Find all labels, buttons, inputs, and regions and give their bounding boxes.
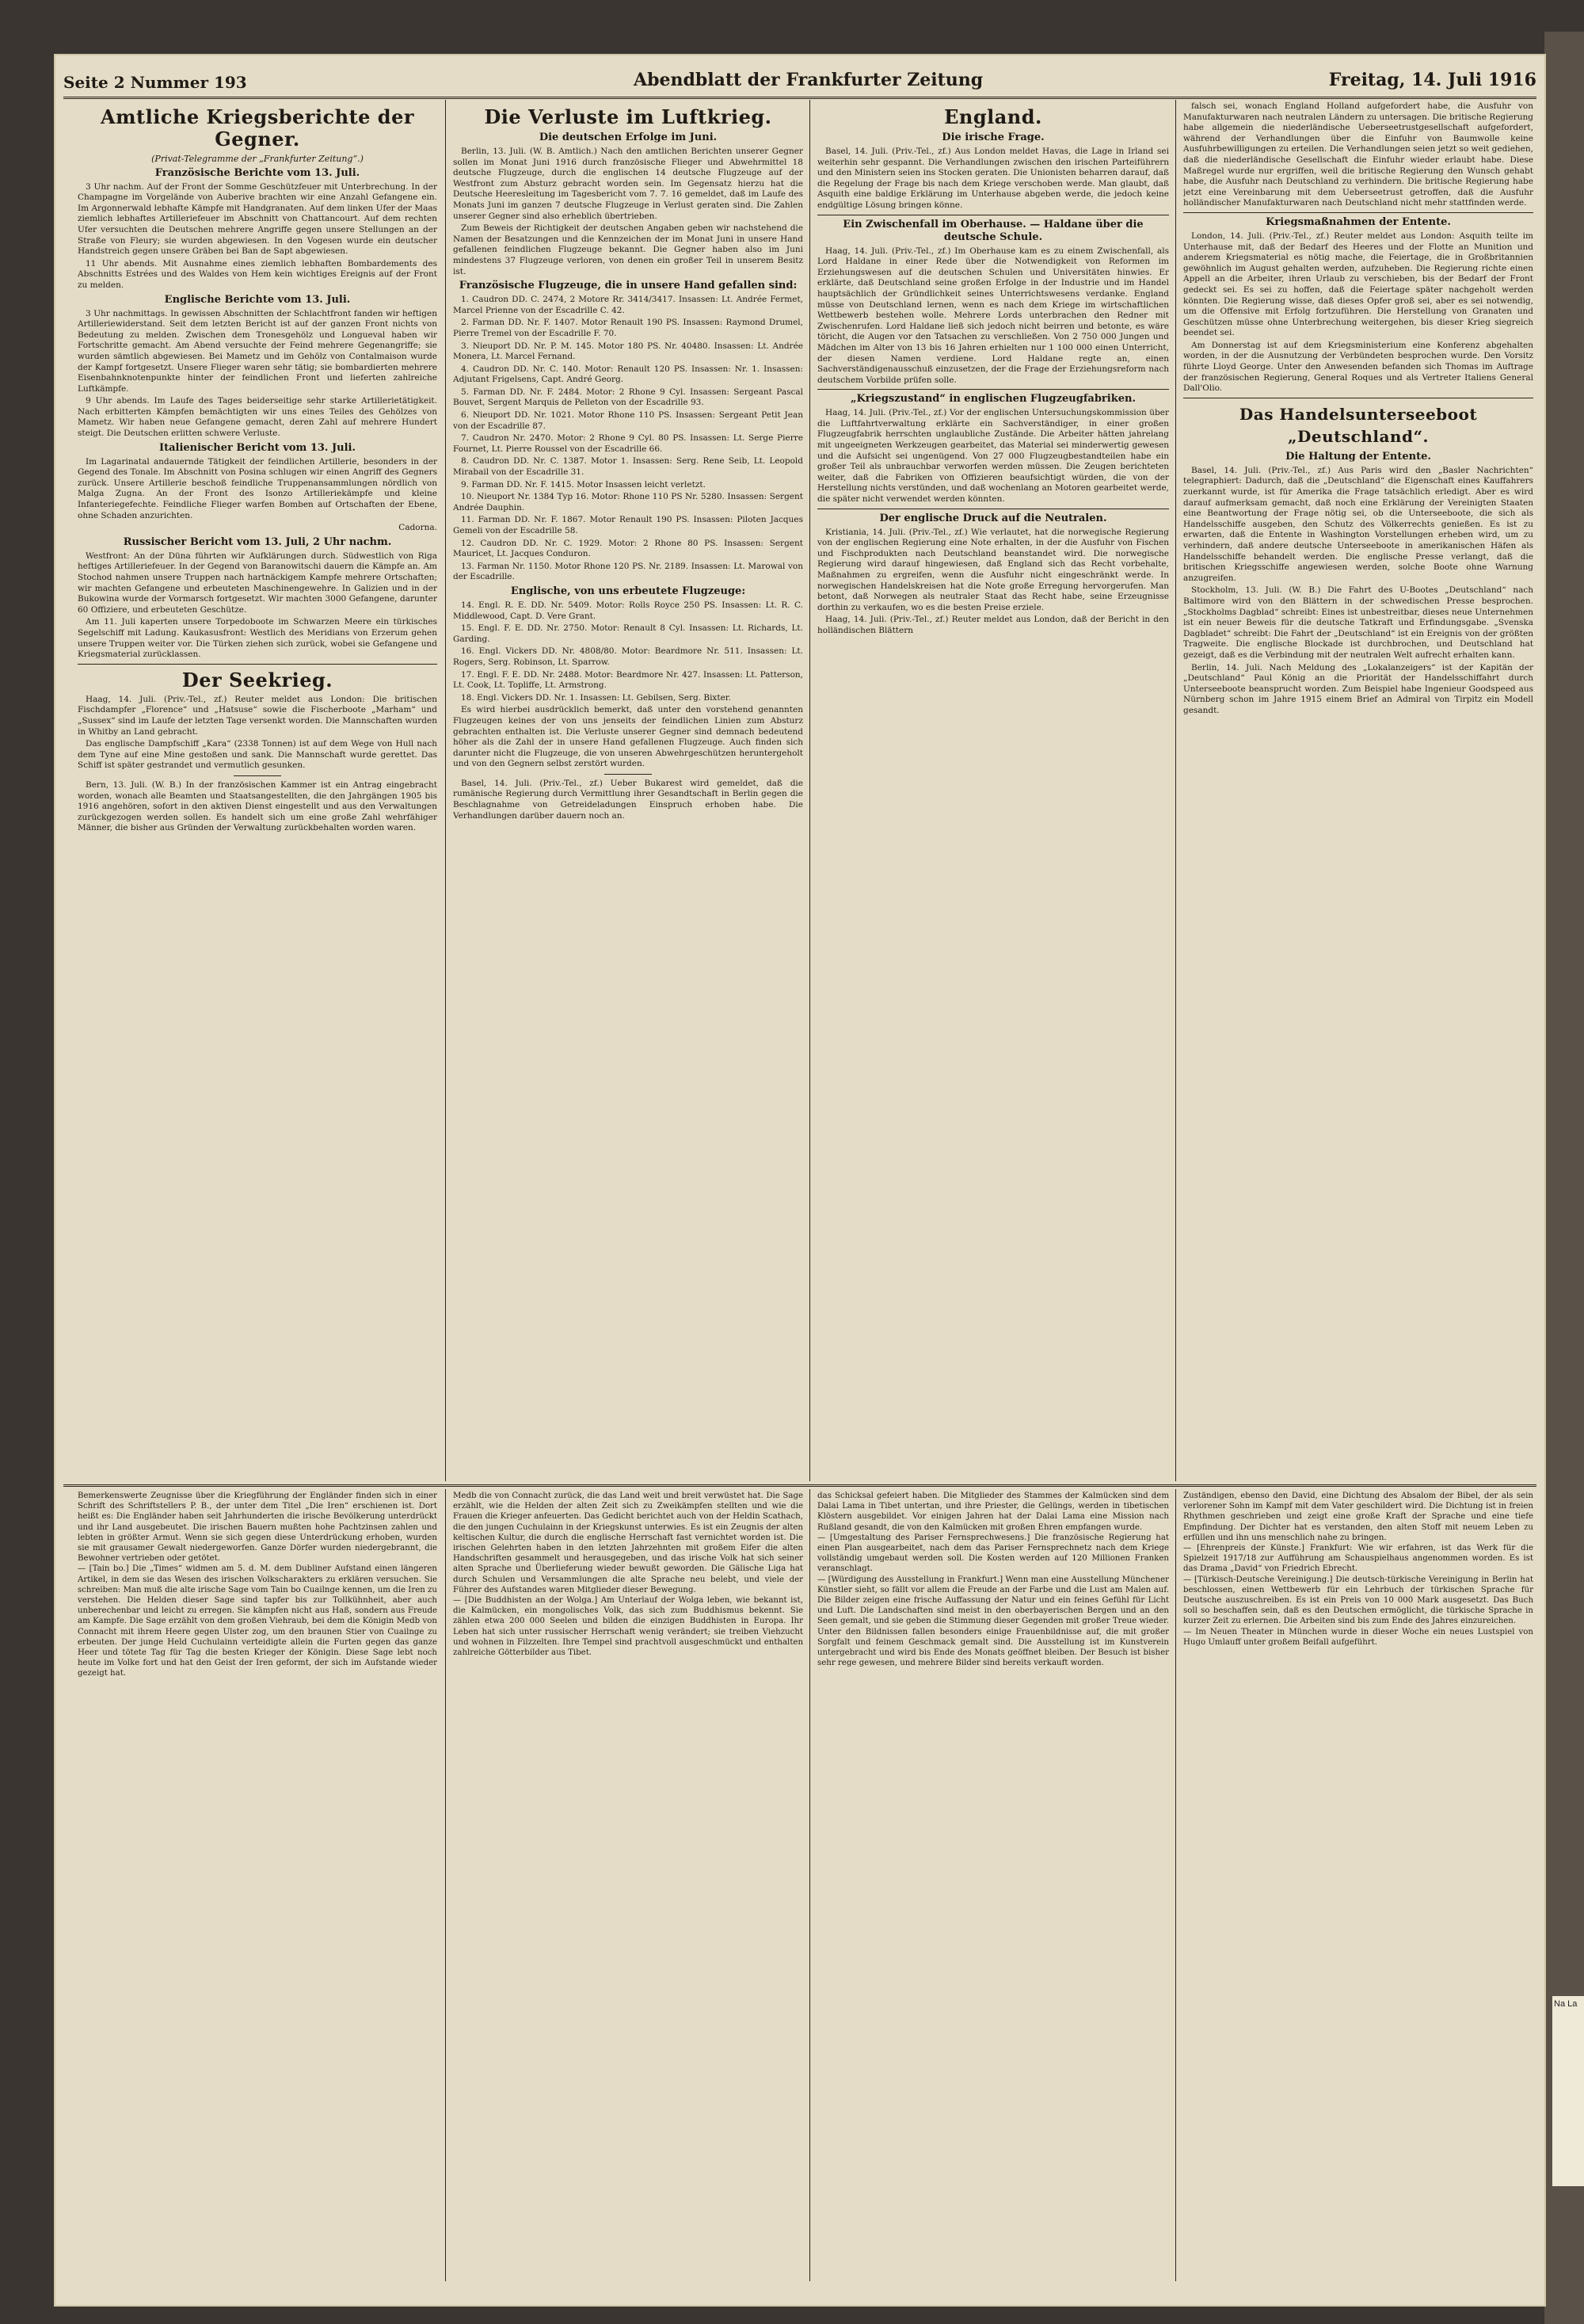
column-luftkrieg bbox=[453, 101, 803, 1480]
header-date: Freitag, 14. Juli 1916 bbox=[1328, 70, 1536, 90]
short-rule bbox=[234, 775, 281, 776]
section-heading: Kriegsmaßnahmen der Entente. bbox=[1266, 215, 1451, 228]
article-subtitle: Die deutschen Erfolge im Juni. bbox=[539, 131, 718, 143]
article-subtitle: (Privat-Telegramme der „Frankfurter Zeitung“.) bbox=[151, 154, 364, 164]
section-heading: Englische Berichte vom 13. Juli. bbox=[164, 293, 351, 306]
paragraph: Das englische Dampfschiff „Kara“ (2338 Tonnen) ist auf dem Wege von Hull nach dem Tyne auf eine Mine gestoßen und sank. Die Mannschaft wurde gerettet. Das Schiff ist später gestrandet und vermutlich gesunken. bbox=[78, 739, 437, 771]
list-item: 10. Nieuport Nr. 1384 Typ 16. Motor: Rhone 110 PS Nr. 5280. Insassen: Sergent Andrée Dauphin. bbox=[453, 492, 803, 512]
paragraph: falsch sei, wonach England Holland aufgefordert habe, die Ausfuhr von Manufakturwaren nach neutralen Ländern zu untersagen. Die britische Regierung habe allgemein die niederländische Ueberseetrustgesellschaft aufgefordert, während der Verhandlungen über die Einfuhr von Baumwolle keine Ausfuhrbewilligungen zu erteilen. Die Verhandlungen seien jetzt so weit gediehen, daß die niederländische Gesellschaft die Einfuhr wieder erlaubt habe. Diese Maßregel wurde nur ergriffen, weil die britische Regierung den Wunsch gehabt habe, die Ausfuhr nach Deutschland zu verhindern. Die britische Regierung habe jetzt eine Vereinbarung mit dem Ueberseetrust getroffen, daß die Ausfuhr holländischer Manufakturwaren nach Deutschland nicht mehr stattfinden werde. bbox=[1183, 101, 1533, 208]
section-heading: Englische, von uns erbeutete Flugzeuge: bbox=[510, 585, 746, 597]
list-item: 5. Farman DD. Nr. F. 2484. Motor: 2 Rhone 9 Cyl. Insassen: Sergeant Pascal Bouvet, Sergent Marquis de Pelleton von der Escadrille 93. bbox=[453, 387, 803, 408]
paragraph: Haag, 14. Juli. (Priv.-Tel., zf.) Vor der englischen Untersuchungskommission über die Luftfahrtverwaltung erklärte ein Sachverständiger, in einer großen Flugzeugfabrik herrschten unglaubliche Zustände. Die Arbeiter hätten jahrelang mit ungeeigneten Werkzeugen gearbeitet, das Material sei minderwertig gewesen und die Aufsicht sei ungenügend. Von 27 000 Flugzeugbestandteilen habe ein großer Teil als unbrauchbar verworfen werden müssen. Die Zeugen berichteten weiter, daß die Fabriken von Offizieren beaufsichtigt würden, die von der Herstellung nichts verstünden, und daß wochenlang an Motoren gearbeitet werde, die später nicht verwendet werden könnten. bbox=[817, 408, 1169, 505]
list-item: 17. Engl. F. E. DD. Nr. 2488. Motor: Beardmore Nr. 427. Insassen: Lt. Patterson, Lt. Cook, Lt. Topliffe, Lt. Armstrong. bbox=[453, 669, 803, 691]
paragraph: Haag, 14. Juli. (Priv.-Tel., zf.) Im Oberhause kam es zu einem Zwischenfall, als Lord Haldane in einer Rede über die Notwendigkeit von Reformen im Erziehungswesen auf die deutschen Schulen und Universitäten hinwies. Er erklärte, daß Deutschland seine großen Erfolge in der Industrie und im Handel hauptsächlich der Gründlichkeit seines Unterrichtswesens verdanke. England müsse von Deutschland lernen, wenn es nach dem Kriege im wirtschaftlichen Wettbewerb bestehen wolle. Mehrere Lords unterbrachen den Redner mit Zwischenrufen. Lord Haldane ließ sich jedoch nicht beirren und betonte, es wäre töricht, die Augen vor den Tatsachen zu verschließen. Von 2 750 000 Jungen und Mädchen im Alter von 13 bis 16 Jahren erhielten nur 1 100 000 einen Unterricht, der diesen Namen verdiene. Lord Haldane regte an, einen Sachverständigenausschuß einzusetzen, der die Frage der Erziehungsreform nach deutschem Vorbilde prüfen solle. bbox=[817, 246, 1169, 385]
paragraph: Haag, 14. Juli. (Priv.-Tel., zf.) Reuter meldet aus London: Die britischen Fischdampfer „Florence“ und „Hatsuse“ sowie die Fischerboote „Marham“ und „Sussex“ sind im Laufe der letzten Tage versenkt worden. Die Mannschaften wurden in Whitby an Land gebracht. bbox=[78, 694, 437, 737]
article-title: Das Handelsunterseeboot „Deutschland“. bbox=[1239, 404, 1478, 446]
list-item: 14. Engl. R. E. DD. Nr. 5409. Motor: Rolls Royce 250 PS. Insassen: Lt. R. C. Middlewood, Capt. D. Vere Grant. bbox=[453, 600, 803, 621]
column-kriegsberichte bbox=[78, 101, 437, 1480]
column-rule bbox=[809, 100, 810, 1481]
paragraph: Basel, 14. Juli. (Priv.-Tel., zf.) Aus London meldet Havas, die Lage in Irland sei weiterhin sehr gespannt. Die Verhandlungen zwischen den irischen Parteiführern und den Ministern seien ins Stocken geraten. Die Unionisten beharren darauf, daß die Regelung der Frage bis nach dem Kriege verschoben werde. Man glaubt, daß Asquith eine baldige Erklärung im Unterhause abgeben werde, die jedoch keine endgültige Lösung bringen könne. bbox=[817, 147, 1169, 210]
adjacent-page-strip bbox=[1552, 1996, 1584, 2186]
aircraft-list-english bbox=[453, 600, 803, 703]
list-item: 2. Farman DD. Nr. F. 1407. Motor Renault 190 PS. Insassen: Raymond Drumel, Pierre Tremel von der Escadrille F. 70. bbox=[453, 318, 803, 338]
section-heading: „Kriegszustand“ in englischen Flugzeugfabriken. bbox=[851, 393, 1136, 406]
list-item: 6. Nieuport DD. Nr. 1021. Motor Rhone 110 PS. Insassen: Sergeant Petit Jean von der Escadrille 87. bbox=[453, 410, 803, 431]
paragraph: Westfront: An der Düna führten wir Aufklärungen durch. Südwestlich von Riga heftiges Artilleriefeuer. In der Gegend von Baranowitschi dauern die Kämpfe an. Am Stochod nahmen unsere Truppen nach hartnäckigem Kampfe mehrere Ortschaften; wir machten Gefangene und erbeuteten Maschinengewehre. In Galizien und in der Bukowina wurde der Vormarsch fortgesetzt. Wir machten 3000 Gefangene, darunter 60 Offiziere, und erbeuteten Geschütze. bbox=[78, 551, 437, 615]
signature: Cadorna. bbox=[398, 523, 437, 533]
section-heading: Italienischer Bericht vom 13. Juli. bbox=[159, 441, 356, 454]
paragraph: Basel, 14. Juli. (Priv.-Tel., zf.) Ueber Bukarest wird gemeldet, daß die rumänische Regierung durch Vermittlung ihrer Gesandtschaft in Berlin gegen die Beschlagnahme von Getreideladungen Einspruch erhoben habe. Die Verhandlungen darüber dauern noch an. bbox=[453, 778, 803, 821]
paragraph: Im Lagarinatal andauernde Tätigkeit der feindlichen Artillerie, besonders in der Gegend des Tonale. Im Abschnitt von Posina schlugen wir einen Angriff des Gegners zurück. Unsere Artillerie beschoß feindliche Truppenansammlungen nördlich von Malga Zugna. An der Front des Isonzo Artilleriekämpfe und kleine Infanteriegefechte. Feindliche Flieger warfen Bomben auf Ortschaften der Ebene, ohne Schaden anzurichten. bbox=[78, 456, 437, 520]
column-rule bbox=[1175, 1489, 1176, 2281]
list-item: 3. Nieuport DD. Nr. P. M. 145. Motor 180 PS. Nr. 40480. Insassen: Lt. Andrée Monera, Lt. Marcel Fernand. bbox=[453, 341, 803, 362]
article-subtitle: Die Haltung der Entente. bbox=[1285, 450, 1431, 463]
article-title: Die Verluste im Luftkrieg. bbox=[484, 105, 772, 128]
page-header bbox=[63, 62, 1536, 93]
list-item: 4. Caudron DD. Nr. C. 140. Motor: Renault 120 PS. Insassen: Nr. 1. Insassen: Adjutant Frigelsens, Capt. André Georg. bbox=[453, 364, 803, 385]
page-edge bbox=[1544, 32, 1584, 2324]
feuilleton-column-1: Bemerkenswerte Zeugnisse über die Kriegführung der Engländer finden sich in einer Schrift des Schriftstellers P. B., der unter dem Titel „Die Iren“ erschienen ist. Dort heißt es: Die Engländer haben seit Jahrhunderten die irische Bevölkerung unterdrückt und ihr Land ausgebeutet. Die irischen Bauern mußten hohe Pachtzinsen zahlen und lebten in größter Armut. Wenn sie sich gegen diese Unterdrückung erhoben, wurden sie mit grausamer Gewalt niedergeworfen. Ganze Dörfer wurden niedergebrannt, die Bewohner vertrieben oder getötet. — [Tain bo.] Die „Times“ widmen am 5. d. M. dem Dubliner Aufstand einen längeren Artikel, in dem sie das Wesen des irischen Volkscharakters zu erklären versuchen. Sie schreiben: Man muß die alte irische Sage vom Tain bo Cuailnge kennen, um die Iren zu verstehen. Die Helden dieser Sage sind tapfer bis zur Tollkühnheit, aber auch unberechenbar und leicht zu erregen. Sie kämpfen nicht aus Haß, sondern aus Freude am Kampfe. Die Sage erzählt von dem großen Viehraub, bei dem die Königin Medb von Connacht mit ihrem Heere gegen Ulster zog, um den braunen Stier von Cuailnge zu erbeuten. Der junge Held Cuchulainn verteidigte allein die Furten gegen das ganze Heer und tötete Tag für Tag die besten Krieger der Königin. Diese Sage lebt noch heute im Volke fort und hat den Geist der Iren geformt, der sich im Aufstande wieder gezeigt hat. bbox=[78, 1492, 437, 1678]
list-item: 18. Engl. Vickers DD. Nr. 1. Insassen: Lt. Gebilsen, Serg. Bixter. bbox=[461, 692, 731, 703]
list-item: 12. Caudron DD. Nr. C. 1929. Motor: 2 Rhone 80 PS. Insassen: Sergent Mauricet, Lt. Jacques Conduron. bbox=[453, 538, 803, 559]
short-rule bbox=[604, 774, 652, 775]
paragraph: London, 14. Juli. (Priv.-Tel., zf.) Reuter meldet aus London: Asquith teilte im Unterhause mit, daß der Bedarf des Heeres und der Flotte an Munition und anderem Kriegsmaterial es nötig mache, die Feiertage, die in Großbritannien gewöhnlich im August gehalten werden, aufzuheben. Die Regierung richte einen Appell an die Arbeiter, ihren Urlaub zu verschieben, bis der Bedarf der Front gedeckt sei. Es sei zu hoffen, daß die Feiertage später nachgeholt werden könnten. Die Regierung wisse, daß dieses Opfer groß sei, aber es sei notwendig, um die Offensive mit Erfolg fortzuführen. Die Herstellung von Granaten und Geschützen müsse ohne Unterbrechung weitergehen, bis dieser Krieg siegreich beendet sei. bbox=[1183, 230, 1533, 338]
paragraph: Basel, 14. Juli. (Priv.-Tel., zf.) Aus Paris wird den „Basler Nachrichten“ telegraphiert: Dadurch, daß die „Deutschland“ die Eigenschaft eines Kauffahrers zuerkannt wurde, ist für Amerika die Frage tatsächlich erledigt. Aber es wird darauf aufmerksam gemacht, daß noch eine Erklärung der Vereinigten Staaten eine Beantwortung der Frage nötig sei, ob die Unterseeboote, die sich als Handelsschiffe ausgeben, den Schutz des Völkerrechts genießen. Es ist zu erwarten, daß die Entente in Washington Vorstellungen erheben wird, um zu verhindern, daß andere deutsche Unterseeboote in amerikanischen Häfen als Handelsschiffe behandelt werden. Die englische Presse verlangt, daß die britischen Kriegsschiffe angewiesen werden, solche Boote ohne Warnung anzugreifen. bbox=[1183, 465, 1533, 583]
paragraph: 9 Uhr abends. Im Laufe des Tages beiderseitige sehr starke Artillerietätigkeit. Nach erbitterten Kämpfen bemächtigten wir uns eines Teiles des Gehölzes von Mametz. Wir haben neue Gefangene gemacht, deren Zahl auf mehrere Hundert steigt. Die Deutschen erlitten schwere Verluste. bbox=[78, 396, 437, 439]
paragraph: 3 Uhr nachm. Auf der Front der Somme Geschützfeuer mit Unterbrechung. In der Champagne im Vorgelände von Auberive brachten wir eine Anzahl Gefangene ein. Im Argonnerwald lebhafte Kämpfe mit Handgranaten. Auf dem linken Ufer der Maas ziemlich lebhaftes Artilleriefeuer im Abschnitt von Chattancourt. Auf dem rechten Ufer versuchten die Deutschen mehrere Angriffe gegen unsere Stellungen an der Straße von Fleury; sie wurden abgewiesen. In den Vogesen wurde ein deutscher Handstreich gegen unsere Gräben bei Ban de Sapt abgewiesen. bbox=[78, 181, 437, 257]
article-title: England. bbox=[944, 105, 1042, 128]
column-rule bbox=[445, 1489, 446, 2281]
paragraph: Berlin, 14. Juli. Nach Meldung des „Lokalanzeigers“ ist der Kapitän der „Deutschland“ Paul König an die Priorität der Handelsschiffahrt durch Unterseeboote beansprucht worden. Zum Beispiel habe Ingenieur Goodspeed aus Nürnberg schon im Jahre 1915 einem Brief an Admiral von Tirpitz ein Modell gesandt. bbox=[1183, 662, 1533, 715]
paragraph: Berlin, 13. Juli. (W. B. Amtlich.) Nach den amtlichen Berichten unserer Gegner sollen im Monat Juni 1916 durch französische Flieger und Abwehrmittel 18 deutsche Flugzeuge, durch die englischen 14 deutsche Flugzeuge auf der Westfront zum Absturz gebracht worden sein. Im Gegensatz hierzu hat die Deutsche Heeresleitung im Tagesbericht vom 7. 7. 16 gemeldet, daß im Laufe des Monats Juni im ganzen 7 deutsche Flugzeuge in Verlust geraten sind. Die Zahlen unserer Gegner sind also erheblich übertrieben. bbox=[453, 147, 803, 221]
section-heading: Der englische Druck auf die Neutralen. bbox=[879, 512, 1107, 524]
paragraph: Zum Beweis der Richtigkeit der deutschen Angaben geben wir nachstehend die Namen der Besatzungen und die Kennzeichen der im Monat Juni in unsere Hand gefallenen feindlichen Flugzeuge bekannt. Die Gegner haben also im Juni mindestens 37 Flugzeuge verloren, von denen ein großer Teil in unserem Besitz ist. bbox=[453, 223, 803, 276]
column-england bbox=[817, 101, 1169, 1480]
section-heading: Ein Zwischenfall im Oberhause. — Haldane über die deutsche Schule. bbox=[843, 218, 1144, 243]
article-title: Der Seekrieg. bbox=[181, 668, 333, 691]
paragraph: 11 Uhr abends. Mit Ausnahme eines ziemlich lebhaften Bombardements des Abschnitts Estrées und des Waldes von Hem kein wichtiges Ereignis auf der Front zu melden. bbox=[78, 258, 437, 290]
list-item: 16. Engl. Vickers DD. Nr. 4808/80. Motor: Beardmore Nr. 511. Insassen: Lt. Rogers, Serg. Robinson, Lt. Sparrow. bbox=[453, 646, 803, 667]
list-item: 9. Farman DD. Nr. F. 1415. Motor Insassen leicht verletzt. bbox=[461, 479, 706, 490]
aircraft-list-french bbox=[453, 295, 803, 583]
paragraph: Am Donnerstag ist auf dem Kriegsministerium eine Konferenz abgehalten worden, in der die Ausnutzung der Verbündeten besprochen wurde. Den Vorsitz führte Lloyd George. Unter den Anwesenden befanden sich Thomas im Auftrage der französischen Regierung, General Roques und als Vertreter Italiens General Dall'Olio. bbox=[1183, 340, 1533, 394]
paragraph: Bern, 13. Juli. (W. B.) In der französischen Kammer ist ein Antrag eingebracht worden, wonach alle Beamten und Staatsangestellten, die den Jahrgängen 1905 bis 1916 angehören, sofort in den aktiven Dienst eingestellt und aus den Verwaltungen zurückgezogen werden sollen. Es handelt sich um eine große Zahl wehrfähiger Männer, die bisher aus Gründen der Verwaltung zurückbehalten worden waren. bbox=[78, 779, 437, 833]
separator bbox=[1183, 212, 1533, 213]
paragraph: Haag, 14. Juli. (Priv.-Tel., zf.) Reuter meldet aus London, daß der Bericht in den holländischen Blättern bbox=[817, 615, 1169, 635]
separator bbox=[817, 389, 1169, 390]
header-masthead: Abendblatt der Frankfurter Zeitung bbox=[634, 70, 984, 90]
strip-text: Na La bbox=[1554, 1999, 1578, 2009]
column-rule bbox=[445, 100, 446, 1481]
column-rule bbox=[809, 1489, 810, 2281]
list-item: 11. Farman DD. Nr. F. 1867. Motor Renault 190 PS. Insassen: Piloten Jacques Gemeli von der Escadrille 58. bbox=[453, 515, 803, 535]
paragraph: Stockholm, 13. Juli. (W. B.) Die Fahrt des U-Bootes „Deutschland“ nach Baltimore wird von den Blättern in der schwedischen Presse besprochen. „Stockholms Dagblad“ schreibt: Eines ist unbestreitbar, dieses neue Unternehmen ist ein neuer Beweis für die deutsche Tatkraft und Erfindungsgabe. „Svenska Dagbladet“ schreibt: Die Fahrt der „Deutschland“ ist ein Ereignis von der größten Tragweite. Die englische Blockade ist durchbrochen, und Deutschland hat gezeigt, daß es die Verbindung mit der neutralen Welt aufrecht erhalten kann. bbox=[1183, 585, 1533, 660]
section-heading: Französische Flugzeuge, die in unsere Hand gefallen sind: bbox=[459, 280, 798, 292]
paragraph: 3 Uhr nachmittags. In gewissen Abschnitten der Schlachtfront fanden wir heftigen Artilleriewiderstand. Seit dem letzten Bericht ist auf der ganzen Front nichts von Bedeutung zu melden. Zwischen dem Tronesgehölz und Longueval haben wir Fortschritte gemacht. Am Abend versuchte der Feind mehrere Gegenangriffe; sie wurden sämtlich abgewiesen. Bei Mametz und im Gehölz von Contalmaison wurde der Kampf fortgesetzt. Unsere Flieger waren sehr tätig; sie bombardierten mehrere Eisenbahnknotenpunkte hinter der feindlichen Front und lieferten zahlreiche Luftkämpfe. bbox=[78, 308, 437, 394]
section-heading: Französische Berichte vom 13. Juli. bbox=[154, 166, 360, 179]
section-heading: Russischer Bericht vom 13. Juli, 2 Uhr nachm. bbox=[123, 535, 392, 548]
feuilleton-column-4: Zuständigen, ebenso den David, eine Dichtung des Absalom der Bibel, der als sein verlorener Sohn im Kampf mit dem Vater geschildert wird. Die Dichtung ist in freien Rhythmen geschrieben und zeigt eine große Kraft der Sprache und eine tiefe Empfindung. Der Dichter hat es verstanden, den alten Stoff mit neuem Leben zu erfüllen und ihn uns menschlich nahe zu bringen. — [Ehrenpreis der Künste.] Frankfurt: Wie wir erfahren, ist das Werk für die Spielzeit 1917/18 zur Aufführung am Schauspielhaus angenommen worden. Es ist das Drama „David“ von Friedrich Ebrecht. — [Türkisch-Deutsche Vereinigung.] Die deutsch-türkische Vereinigung in Berlin hat beschlossen, einen Wettbewerb für ein Lehrbuch der türkischen Sprache für Deutsche auszuschreiben. Es ist ein Preis von 10 000 Mark ausgesetzt. Das Buch soll so beschaffen sein, daß es den Deutschen ermöglicht, die türkische Sprache in kurzer Zeit zu erlernen. Die Arbeiten sind bis zum Ende des Jahres einzureichen. — Im Neuen Theater in München wurde in dieser Woche ein neues Lustspiel von Hugo Umlauff unter großem Beifall aufgeführt. bbox=[1183, 1492, 1533, 1647]
list-item: 13. Farman Nr. 1150. Motor Rhone 120 PS. Nr. 2189. Insassen: Lt. Marowal von der Escadrille. bbox=[453, 561, 803, 582]
header-page-number: Seite 2 Nummer 193 bbox=[63, 73, 247, 92]
column-entente bbox=[1183, 101, 1533, 1480]
list-item: 15. Engl. F. E. DD. Nr. 2750. Motor: Renault 8 Cyl. Insassen: Lt. Richards, Lt. Garding. bbox=[453, 623, 803, 644]
paragraph: Am 11. Juli kaperten unsere Torpedoboote im Schwarzen Meere ein türkisches Segelschiff mit Ladung. Kaukasusfront: Westlich des Meridians von Erzerum gehen unsere Truppen weiter vor. Die Türken ziehen sich zurück, wobei sie Gefangene und Kriegsmaterial zurücklassen. bbox=[78, 617, 437, 660]
feuilleton-column-3: das Schicksal gefeiert haben. Die Mitglieder des Stammes der Kalmücken sind dem Dalai Lama in Tibet untertan, und ihre Priester, die Gelüngs, werden in tibetischen Klöstern ausgebildet. Vor einigen Jahren hat der Dalai Lama eine Mission nach Rußland gesandt, die von den Kalmücken mit großen Ehren empfangen wurde. — [Umgestaltung des Pariser Fernsprechwesens.] Die französische Regierung hat einen Plan ausgearbeitet, nach dem das Pariser Fernsprechnetz nach dem Kriege vollständig umgebaut werden soll. Die Kosten werden auf 120 Millionen Franken veranschlagt. — [Würdigung des Ausstellung in Frankfurt.] Wenn man eine Ausstellung Münchener Künstler sieht, so fällt vor allem die Freude an der Farbe und die Lust am Malen auf. Die Bilder zeigen eine frische Auffassung der Natur und ein feines Gefühl für Licht und Luft. Die Landschaften sind meist in den oberbayerischen Bergen und an den Seen gemalt, und sie geben die Stimmung dieser Gegenden mit großer Treue wieder. Unter den Bildnissen fallen besonders einige Frauenbildnisse auf, die mit großer Sorgfalt und feinem Geschmack gemalt sind. Die Ausstellung ist im Kunstverein untergebracht und wird bis Ende des Monats geöffnet bleiben. Der Besuch ist bisher sehr rege gewesen, und mehrere Bilder sind bereits verkauft worden. bbox=[817, 1492, 1169, 1668]
list-item: 1. Caudron DD. C. 2474, 2 Motore Rr. 3414/3417. Insassen: Lt. Andrée Fermet, Marcel Prienne von der Escadrille C. 42. bbox=[453, 295, 803, 315]
list-item: 8. Caudron DD. Nr. C. 1387. Motor 1. Insassen: Serg. Rene Seib, Lt. Leopold Mirabail von der Escadrille 31. bbox=[453, 456, 803, 478]
article-title: Amtliche Kriegsberichte der Gegner. bbox=[101, 105, 414, 150]
feuilleton-rule bbox=[63, 1484, 1536, 1487]
paragraph: Kristiania, 14. Juli. (Priv.-Tel., zf.) Wie verlautet, hat die norwegische Regierung von der englischen Regierung eine Note erhalten, in der die Ausfuhr von Fischen und Fischprodukten nach Deutschland beanstandet wird. Die norwegische Regierung wird darauf hingewiesen, daß England sich das Recht vorbehalte, Maßnahmen zu ergreifen, wenn die Ausfuhr nicht eingeschränkt werde. In norwegischen Handelskreisen hat die Note große Erregung hervorgerufen. Man betont, daß Norwegen als neutraler Staat das Recht habe, seine Erzeugnisse dorthin zu verkaufen, wo es die besten Preise erziele. bbox=[817, 527, 1169, 612]
column-rule bbox=[1175, 100, 1176, 1481]
separator bbox=[78, 664, 437, 665]
feuilleton-column-2: Medb die von Connacht zurück, die das Land weit und breit verwüstet hat. Die Sage erzählt, wie die Helden der alten Zeit sich zu Zweikämpfen stellten und wie die Frauen die Krieger anfeuerten. Das Gedicht berichtet auch von der Heldin Scathach, die den jungen Cuchulainn in der Kriegskunst unterwies. Es ist ein Zeugnis der alten keltischen Kultur, die durch die englische Herrschaft fast vernichtet worden ist. Die irischen Gelehrten haben in den letzten Jahrzehnten mit großem Eifer die alten Handschriften gesammelt und herausgegeben, und das irische Volk hat sich seiner alten Sprache und Überlieferung wieder bewußt geworden. Die Gälische Liga hat durch Schulen und Versammlungen die alte Sprache neu belebt, und viele der Führer des Aufstandes waren Mitglieder dieser Bewegung. — [Die Buddhisten an der Wolga.] Am Unterlauf der Wolga leben, wie bekannt ist, die Kalmücken, ein mongolisches Volk, das sich zum Buddhismus bekennt. Sie zählen etwa 200 000 Seelen und bilden die einzigen Buddhisten in Europa. Ihr Leben hat sich unter russischer Herrschaft wenig verändert; sie treiben Viehzucht und wohnen in Filzzelten. Ihre Tempel sind prachtvoll ausgeschmückt und enthalten zahlreiche Götterbilder aus Tibet. bbox=[453, 1492, 803, 1658]
paragraph: Es wird hierbei ausdrücklich bemerkt, daß unter den vorstehend genannten Flugzeugen keines der von uns jenseits der feindlichen Linien zum Absturz gebrachten enthalten ist. Die Verluste unserer Gegner sind demnach bedeutend höher als die Zahl der in unsere Hand gefallenen Flugzeuge. Auch finden sich darunter nicht die Flugzeuge, die von unseren Abwehrgeschützen heruntergeholt und von den Gegnern selbst zerstört wurden. bbox=[453, 705, 803, 769]
list-item: 7. Caudron Nr. 2470. Motor: 2 Rhone 9 Cyl. 80 PS. Insassen: Lt. Serge Pierre Fournet, Lt. Pierre Roussel von der Escadrille 66. bbox=[453, 433, 803, 454]
article-subtitle: Die irische Frage. bbox=[942, 131, 1045, 143]
header-rule bbox=[63, 97, 1536, 99]
